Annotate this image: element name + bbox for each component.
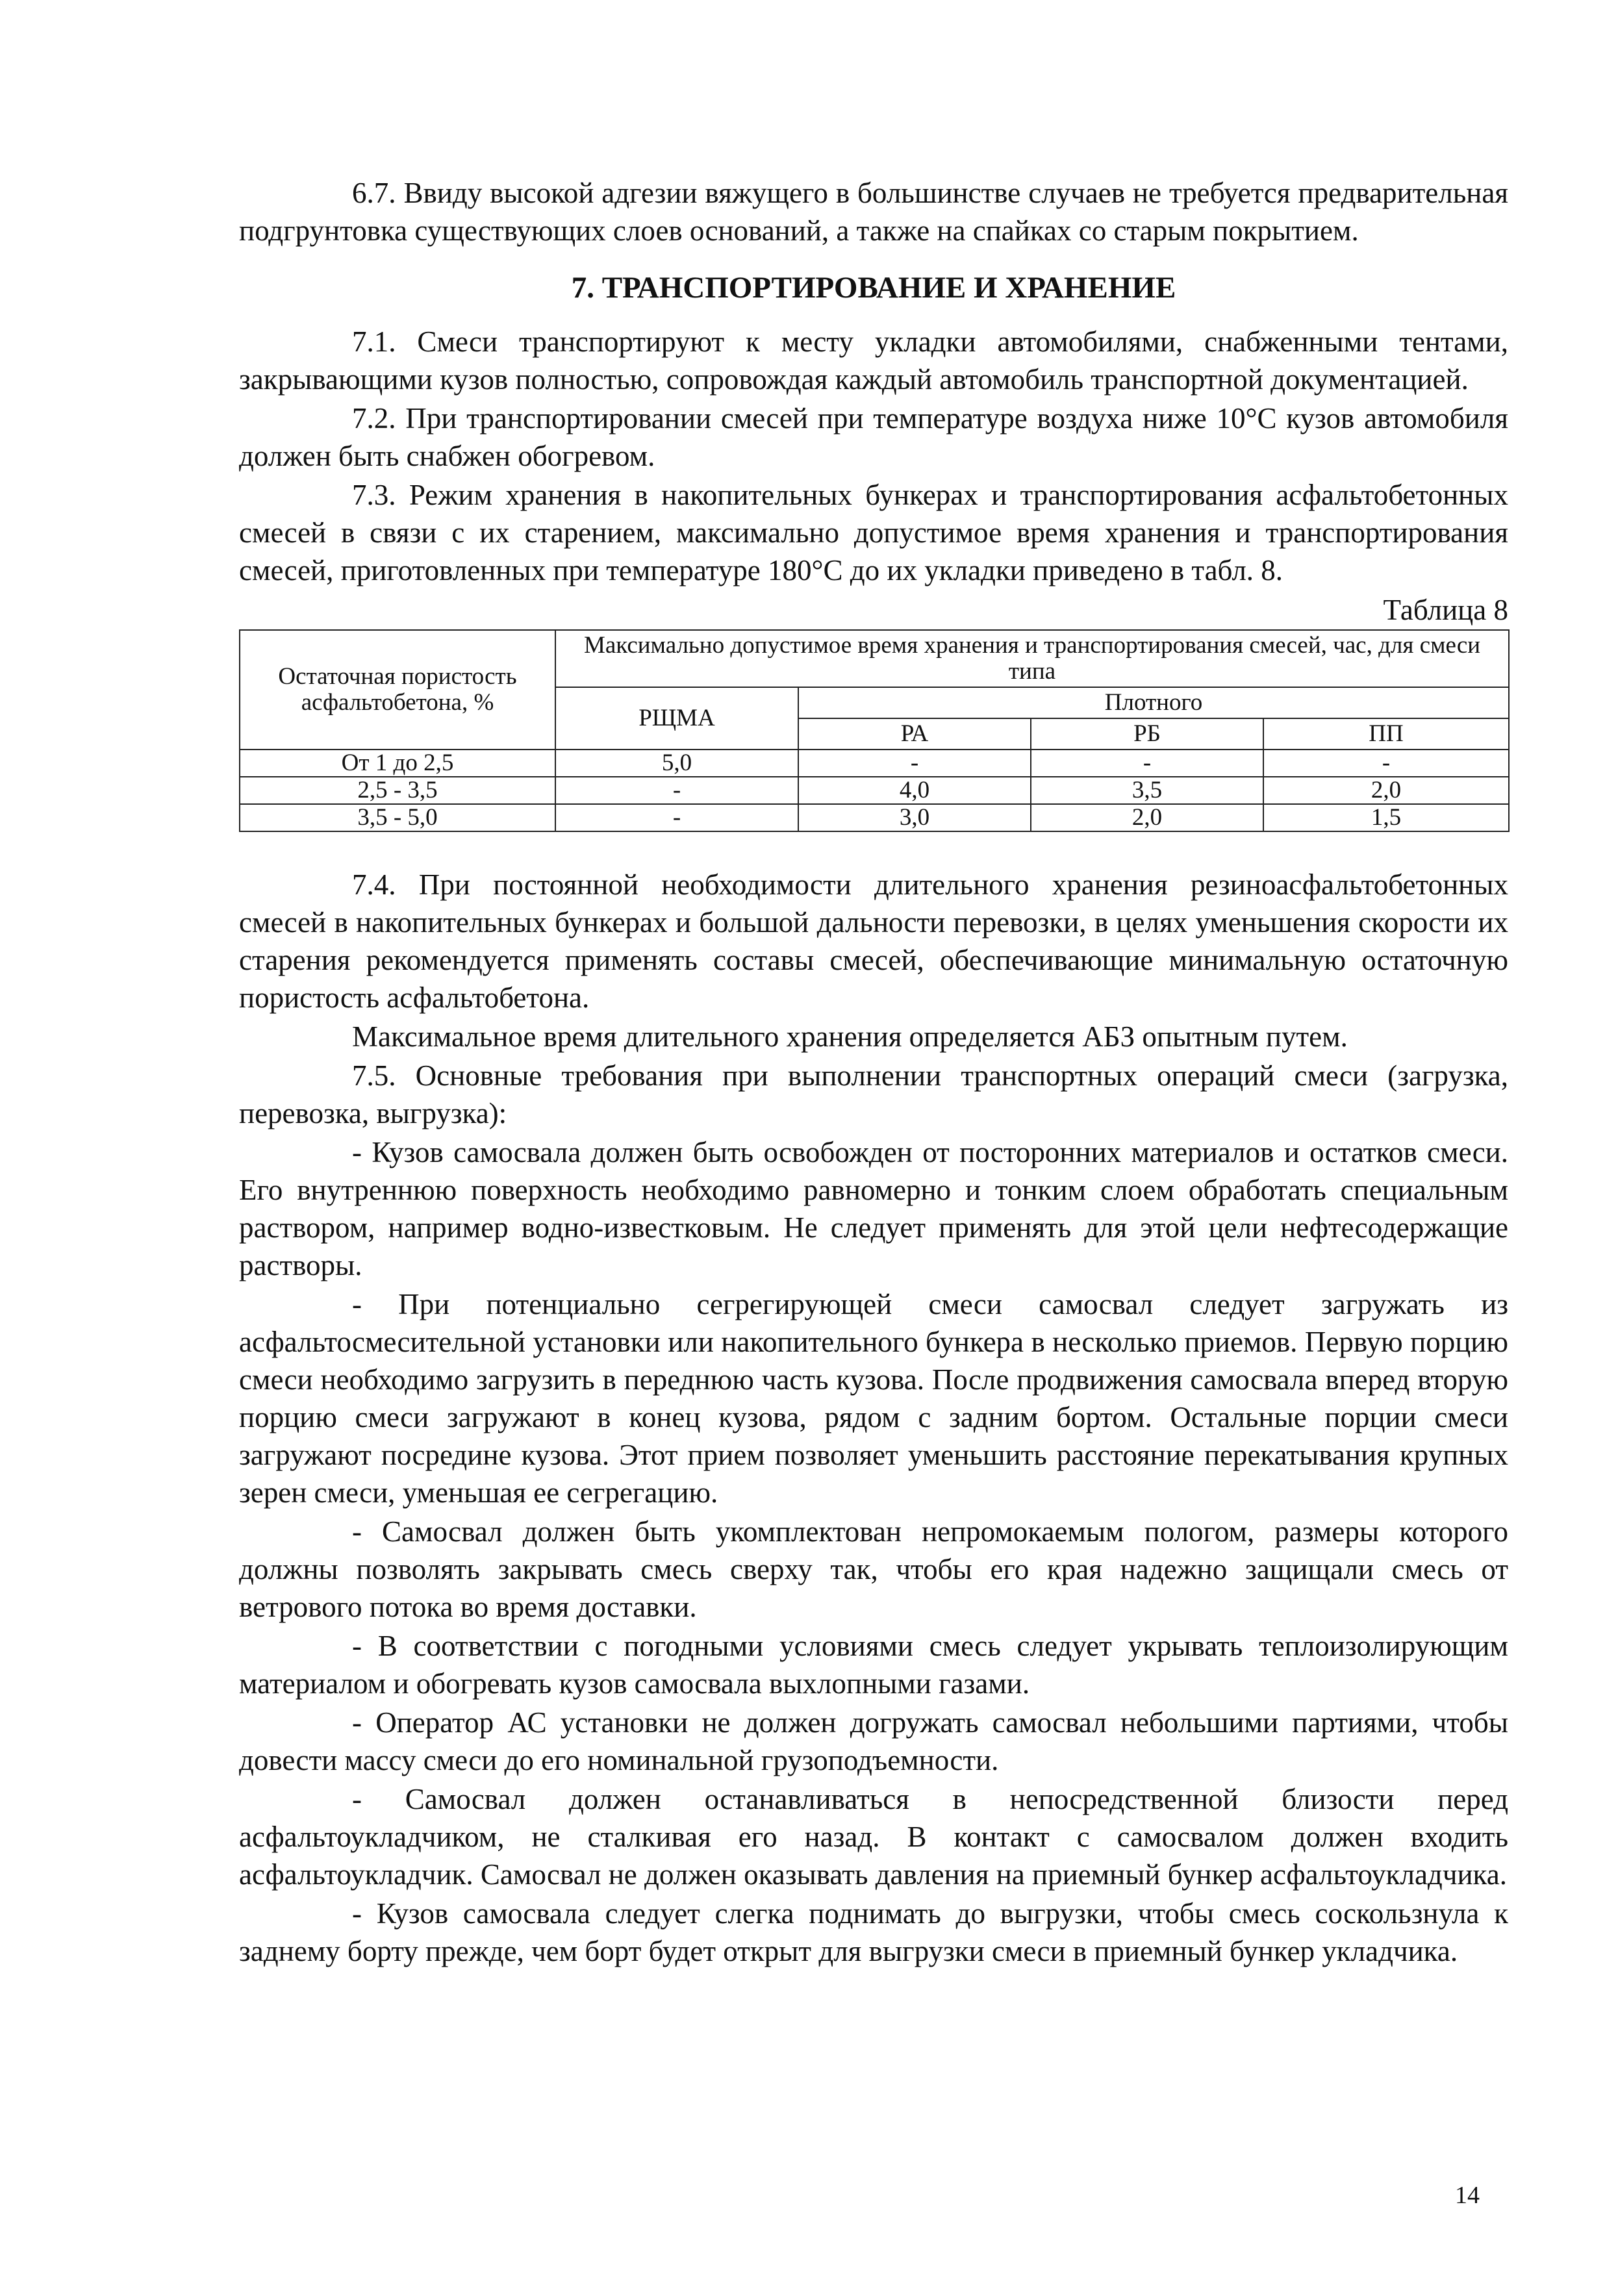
header-porosity: Остаточная пористость асфальтобетона, % — [240, 630, 555, 750]
table-header-row — [240, 630, 1509, 687]
table-caption: Таблица 8 — [1383, 594, 1508, 626]
requirement-item: - Кузов самосвала должен быть освобожден от посторонних материалов и остатков смеси. Его внутреннюю поверхность необходимо равномерно и тонким слоем обработать специальным раствором, например водно-известковым. Не следует применять для этой цели нефтесодержащие растворы. — [239, 1136, 1508, 1281]
table-row — [240, 777, 1509, 804]
table-cell: 4,0 — [798, 777, 1031, 804]
table-cell: - — [555, 777, 798, 804]
table-cell: - — [555, 804, 798, 831]
requirement-item: - Кузов самосвала следует слегка поднимать до выгрузки, чтобы смесь соскользнула к заднему борту прежде, чем борт будет открыт для выгрузки смеси в приемный бункер укладчика. — [239, 1897, 1508, 1967]
table-cell: От 1 до 2,5 — [240, 750, 555, 777]
table-cell: 5,0 — [555, 750, 798, 777]
table-cell: 3,5 — [1031, 777, 1263, 804]
page-number: 14 — [1455, 2182, 1480, 2209]
table-cell: 3,0 — [798, 804, 1031, 831]
paragraph-7-4: 7.4. При постоянной необходимости длительного хранения резиноасфальтобетонных смесей в накопительных бункерах и большой дальности перевозки, в целях уменьшения скорости их старения рекомендуется применять составы смесей, обеспечивающие минимальную остаточную пористость асфальтобетона. — [239, 868, 1508, 1014]
paragraph-7-2: 7.2. При транспортировании смесей при температуре воздуха ниже 10°С кузов автомобиля должен быть снабжен обогревом. — [239, 402, 1508, 472]
table-row — [240, 804, 1509, 831]
header-dense: Плотного — [798, 687, 1509, 718]
table-cell: - — [1031, 750, 1263, 777]
header-pp: ПП — [1263, 718, 1509, 750]
paragraph-7-5: 7.5. Основные требования при выполнении транспортных операций смеси (загрузка, перевозка, выгрузка): — [239, 1059, 1508, 1129]
requirement-item: - Оператор АС установки не должен догружать самосвал небольшими партиями, чтобы довести массу смеси до его номинальной грузоподъемности. — [239, 1706, 1508, 1776]
paragraph-max-storage: Максимальное время длительного хранения определяется АБЗ опытным путем. — [352, 1020, 1348, 1053]
table-cell: 2,0 — [1031, 804, 1263, 831]
requirement-item: - При потенциально сегрегирующей смеси самосвал следует загружать из асфальтосмесительной установки или накопительного бункера в несколько приемов. Первую порцию смеси необходимо загрузить в переднюю часть кузова. После продвижения самосвала вперед вторую порцию смеси загружают в конец кузова, рядом с задним бортом. Остальные порции смеси загружают посредине кузова. Этот прием позволяет уменьшить расстояние перекатывания крупных зерен смеси, уменьшая ее сегрегацию. — [239, 1288, 1508, 1509]
storage-time-table — [239, 629, 1510, 832]
document-body — [239, 174, 1508, 1970]
header-rb: РБ — [1031, 718, 1263, 750]
paragraph-7-1: 7.1. Смеси транспортируют к месту укладки автомобилями, снабженными тентами, закрывающими кузов полностью, сопровождая каждый автомобиль транспортной документацией. — [239, 325, 1508, 396]
table-cell: 2,0 — [1263, 777, 1509, 804]
table-cell: 2,5 - 3,5 — [240, 777, 555, 804]
requirement-item: - В соответствии с погодными условиями смесь следует укрывать теплоизолирующим материалом и обогревать кузов самосвала выхлопными газами. — [239, 1630, 1508, 1700]
table-cell: - — [1263, 750, 1509, 777]
table-cell: - — [798, 750, 1031, 777]
header-ra: РА — [798, 718, 1031, 750]
header-max-time: Максимально допустимое время хранения и транспортирования смесей, час, для смеси типа — [555, 630, 1509, 687]
section-heading: 7. ТРАНСПОРТИРОВАНИЕ И ХРАНЕНИЕ — [571, 271, 1176, 305]
requirement-item: - Самосвал должен быть укомплектован непромокаемым пологом, размеры которого должны позволять закрывать смесь сверху так, чтобы его края надежно защищали смесь от ветрового потока во время доставки. — [239, 1515, 1508, 1623]
paragraph-6-7: 6.7. Ввиду высокой адгезии вяжущего в большинстве случаев не требуется предварительная подгрунтовка существующих слоев оснований, а также на спайках со старым покрытием. — [239, 177, 1508, 247]
paragraph-7-3: 7.3. Режим хранения в накопительных бункерах и транспортирования асфальтобетонных смесей в связи с их старением, максимально допустимое время хранения и транспортирования смесей, приготовленных при температуре 180°С до их укладки приведено в табл. 8. — [239, 479, 1508, 587]
header-rshchma: РЩМА — [555, 687, 798, 750]
table-row — [240, 750, 1509, 777]
table-cell: 1,5 — [1263, 804, 1509, 831]
table-cell: 3,5 - 5,0 — [240, 804, 555, 831]
requirement-item: - Самосвал должен останавливаться в непосредственной близости перед асфальтоукладчиком, не сталкивая его назад. В контакт с самосвалом должен входить асфальтоукладчик. Самосвал не должен оказывать давления на приемный бункер асфальтоукладчика. — [239, 1783, 1508, 1891]
